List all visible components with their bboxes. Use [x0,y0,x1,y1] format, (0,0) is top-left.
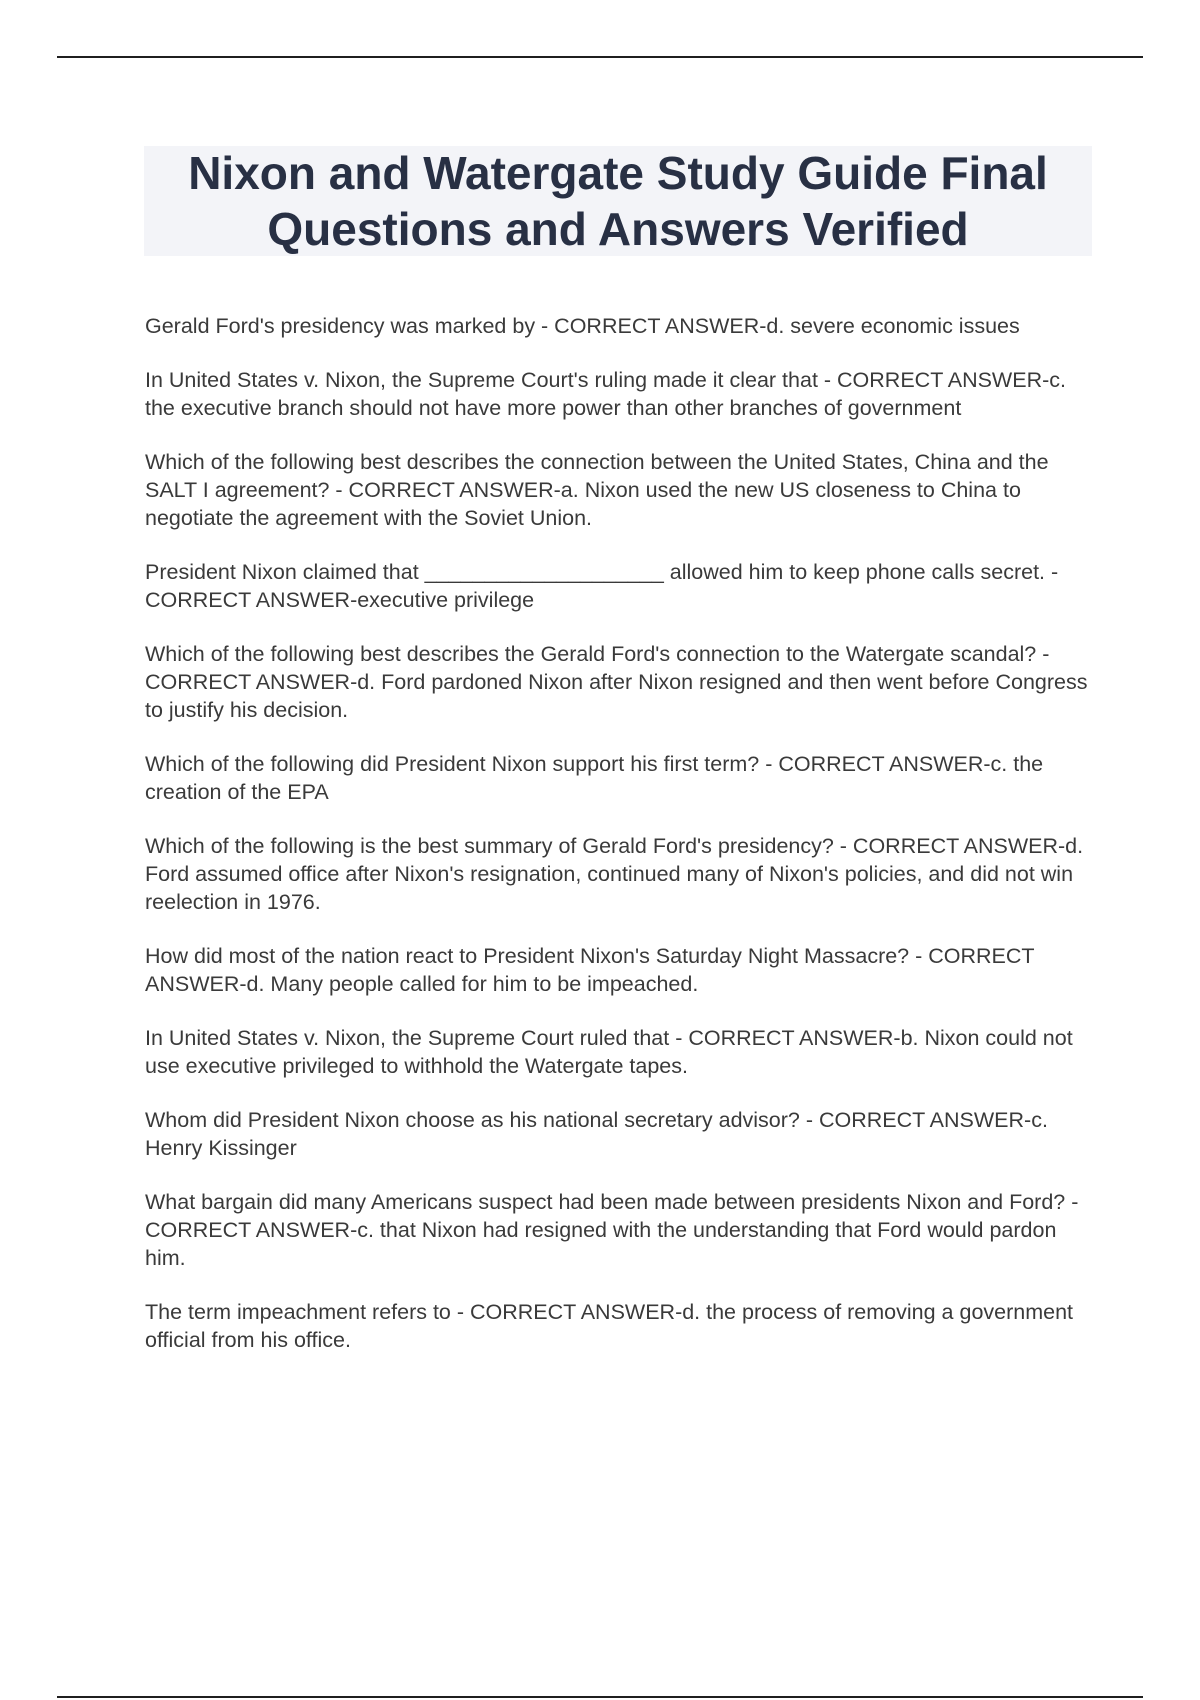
qa-item: Gerald Ford's presidency was marked by - CORRECT ANSWER-d. severe economic issues [145,314,1020,338]
qa-item: Which of the following is the best summary of Gerald Ford's presidency? - CORRECT ANSWER-d. Ford assumed office after Nixon's resignation, continued many of Nixon's policies, and did not win reelection in 1976. [145,834,1084,914]
document-title: Nixon and Watergate Study Guide Final Questions and Answers Verified [188,147,1048,255]
bottom-divider [57,1696,1143,1698]
qa-item: Which of the following best describes the Gerald Ford's connection to the Watergate scandal? - CORRECT ANSWER-d. Ford pardoned Nixon after Nixon resigned and then went before Congress to justify his decision. [145,642,1088,722]
qa-item: President Nixon claimed that ____________________ allowed him to keep phone calls secret. - CORRECT ANSWER-executive privilege [145,560,1059,612]
qa-item: Whom did President Nixon choose as his national secretary advisor? - CORRECT ANSWER-c. Henry Kissinger [145,1108,1048,1160]
qa-list [145,312,1093,1380]
qa-item: In United States v. Nixon, the Supreme Court ruled that - CORRECT ANSWER-b. Nixon could not use executive privileged to withhold the Watergate tapes. [145,1026,1073,1078]
qa-item: In United States v. Nixon, the Supreme Court's ruling made it clear that - CORRECT ANSWER-c. the executive branch should not have more power than other branches of government [145,368,1066,420]
qa-item: Which of the following did President Nixon support his first term? - CORRECT ANSWER-c. the creation of the EPA [145,752,1044,804]
top-divider [57,56,1143,58]
qa-item: The term impeachment refers to - CORRECT ANSWER-d. the process of removing a government official from his office. [145,1300,1074,1352]
title-banner [144,146,1092,256]
qa-item: Which of the following best describes the connection between the United States, China and the SALT I agreement? - CORRECT ANSWER-a. Nixon used the new US closeness to China to negotiate the agreement with the Soviet Union. [145,450,1049,530]
qa-item: How did most of the nation react to President Nixon's Saturday Night Massacre? - CORRECT ANSWER-d. Many people called for him to be impeached. [145,944,1035,996]
qa-item: What bargain did many Americans suspect had been made between presidents Nixon and Ford? - CORRECT ANSWER-c. that Nixon had resigned with the understanding that Ford would pardon him. [145,1190,1079,1270]
